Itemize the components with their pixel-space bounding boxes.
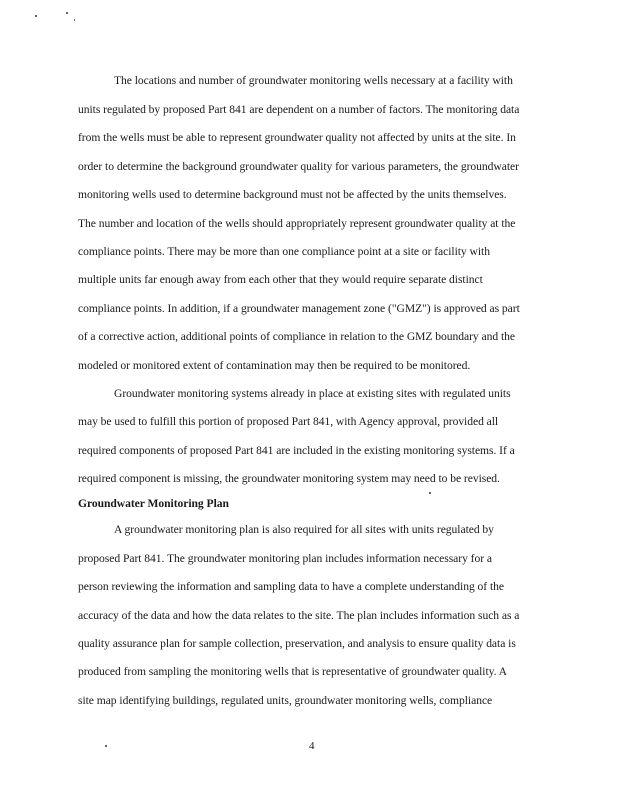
scan-speck bbox=[429, 492, 431, 494]
paragraph-1-line: modeled or monitored extent of contamination may then be required to be monitored. bbox=[78, 359, 471, 372]
scan-speck bbox=[105, 745, 107, 747]
paragraph-1-line: The locations and number of groundwater monitoring wells necessary at a facility with bbox=[114, 74, 513, 87]
paragraph-3-line: site map identifying buildings, regulated units, groundwater monitoring wells, compliance bbox=[78, 694, 493, 707]
section-heading: Groundwater Monitoring Plan bbox=[78, 497, 229, 510]
paragraph-1-line: compliance points. In addition, if a groundwater management zone ("GMZ") is approved as part bbox=[78, 302, 520, 315]
paragraph-3-line: quality assurance plan for sample collection, preservation, and analysis to ensure quality data is bbox=[78, 637, 516, 650]
scan-speck bbox=[74, 19, 75, 21]
paragraph-3-line: person reviewing the information and sampling data to have a complete understanding of the bbox=[78, 580, 504, 593]
paragraph-1-line: units regulated by proposed Part 841 are dependent on a number of factors. The monitoring data bbox=[78, 103, 520, 116]
paragraph-2-line: required components of proposed Part 841 are included in the existing monitoring systems. If a bbox=[78, 444, 515, 457]
paragraph-3-line: accuracy of the data and how the data relates to the site. The plan includes information such as a bbox=[78, 609, 520, 622]
paragraph-1-line: of a corrective action, additional points of compliance in relation to the GMZ boundary and the bbox=[78, 330, 515, 343]
scan-speck bbox=[66, 12, 68, 14]
paragraph-2-line: may be used to fulfill this portion of proposed Part 841, with Agency approval, provided all bbox=[78, 415, 499, 428]
paragraph-1-line: order to determine the background groundwater quality for various parameters, the groundwater bbox=[78, 160, 519, 173]
paragraph-2-line: Groundwater monitoring systems already in place at existing sites with regulated units bbox=[114, 387, 511, 400]
paragraph-1-line: multiple units far enough away from each other that they would require separate distinct bbox=[78, 273, 483, 286]
paragraph-3-line: produced from sampling the monitoring wells that is representative of groundwater quality. A bbox=[78, 665, 507, 678]
paragraph-2-line: required component is missing, the groundwater monitoring system may need to be revised. bbox=[78, 472, 500, 485]
paragraph-1-line: compliance points. There may be more than one compliance point at a site or facility with bbox=[78, 245, 490, 258]
paragraph-1-line: from the wells must be able to represent groundwater quality not affected by units at the site. In bbox=[78, 131, 516, 144]
paragraph-3-line: proposed Part 841. The groundwater monitoring plan includes information necessary for a bbox=[78, 552, 492, 565]
page-number: 4 bbox=[309, 740, 315, 752]
paragraph-3-line: A groundwater monitoring plan is also required for all sites with units regulated by bbox=[114, 523, 494, 536]
paragraph-1-line: monitoring wells used to determine background must not be affected by the units themselves. bbox=[78, 188, 507, 201]
scan-speck bbox=[35, 15, 37, 17]
paragraph-1-line: The number and location of the wells should appropriately represent groundwater quality at the bbox=[78, 217, 516, 230]
